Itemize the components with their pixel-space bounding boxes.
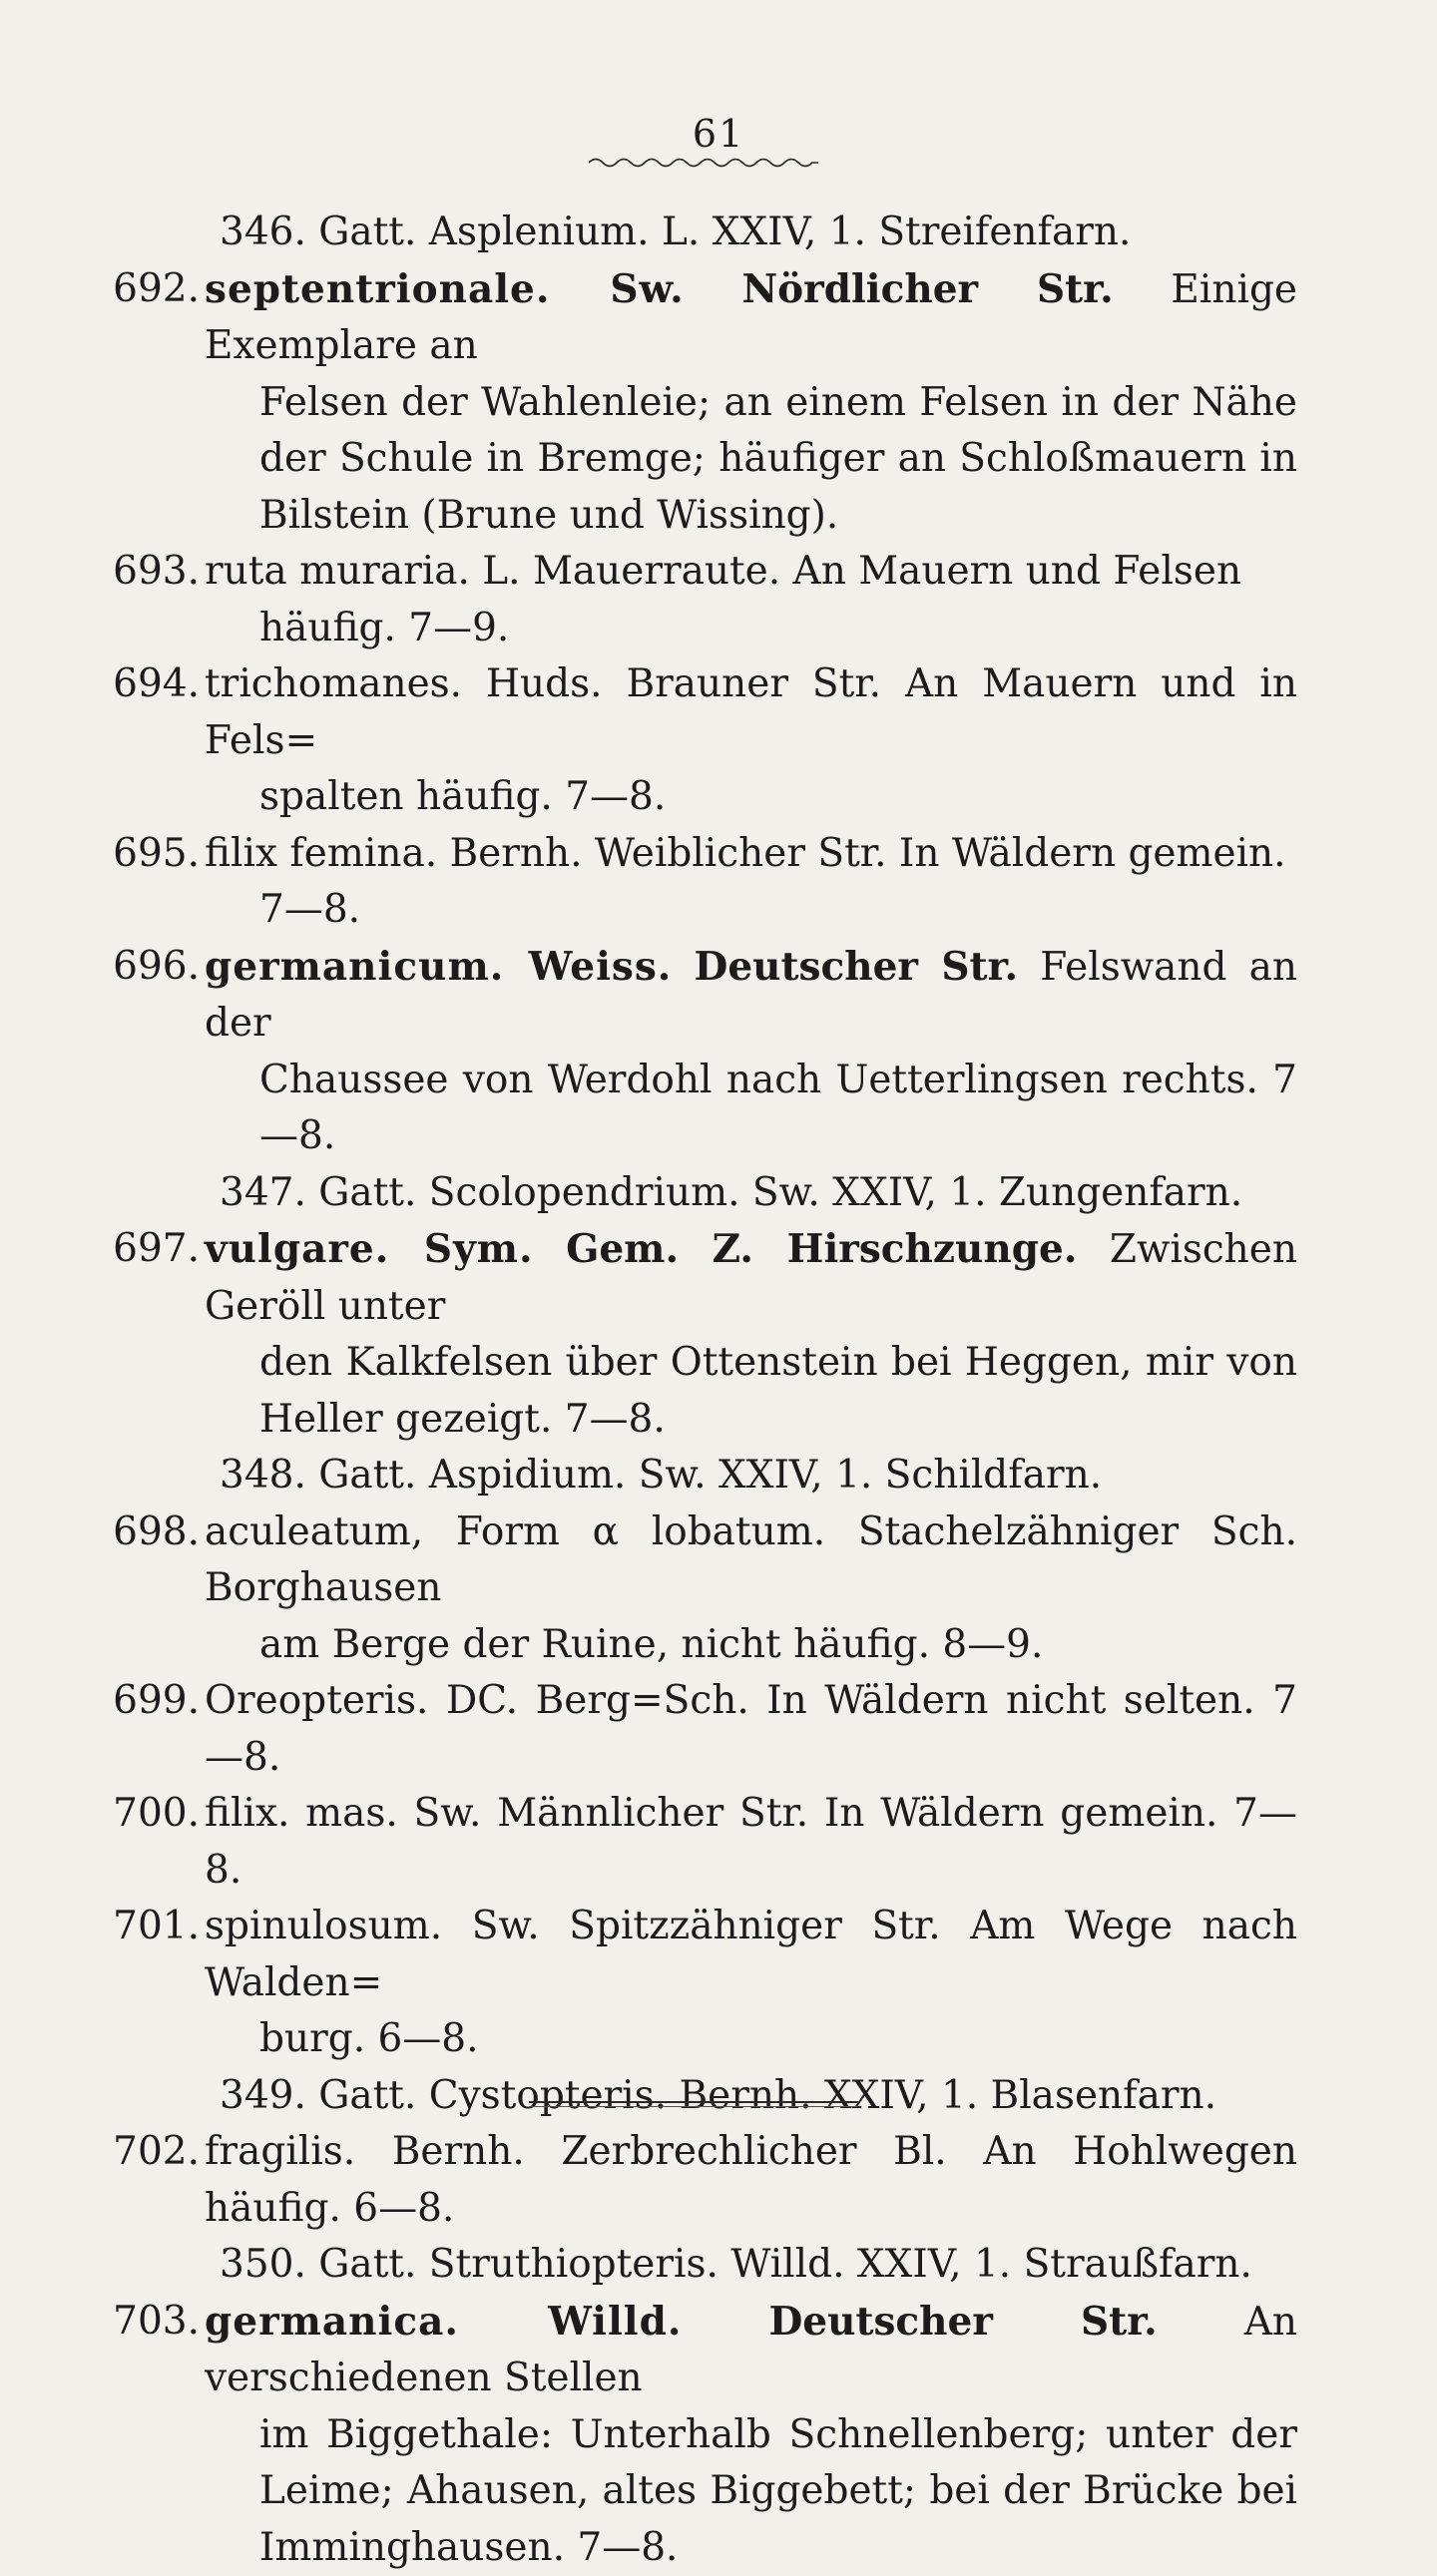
genus-heading: 350. Gatt. Struthiopteris. Willd. XXIV, 1. Straußfarn. — [100, 2237, 1297, 2294]
species-name: aculeatum, Form α lobatum. — [205, 1509, 825, 1554]
entry-number: 702. — [100, 2124, 200, 2181]
common-name: Zerbrechlicher Bl. — [561, 2129, 946, 2174]
habitat-continuation: im Biggethale: Unterhalb Schnellenberg; unter der Leime; Ahausen, altes Biggebett; bei der Brücke bei Imminghausen. 7—8. — [205, 2407, 1297, 2576]
species-name: spinulosum. Sw. — [205, 1904, 540, 1948]
species-name: ruta muraria. L. — [205, 549, 521, 594]
entry-number: 697. — [100, 1221, 200, 1278]
common-name: Stachelzähniger Sch. — [858, 1509, 1297, 1554]
habitat-continuation: spalten häufig. 7—8. — [205, 769, 1297, 826]
habitat-continuation: burg. 6—8. — [205, 2011, 1297, 2068]
end-rule — [529, 2101, 858, 2103]
entry-number: 694. — [100, 656, 200, 713]
entry-number: 699. — [100, 1673, 200, 1730]
common-name: Nördlicher Str. — [741, 266, 1113, 312]
habitat-continuation: Chaussee von Werdohl nach Uetterlingsen rechts. 7—8. — [205, 1053, 1297, 1165]
wavy-rule-ornament — [589, 156, 818, 170]
habitat-text: In Wäldern nicht selten. 7—8. — [205, 1678, 1297, 1780]
species-entry — [100, 939, 1297, 1165]
common-name: Brauner Str. — [626, 661, 881, 706]
habitat-continuation: 7—8. — [205, 882, 1297, 939]
end-rule-lower — [529, 2106, 858, 2107]
habitat-text: Felswand an der — [205, 945, 1297, 1047]
entry-body — [205, 656, 1297, 826]
entry-body — [205, 2124, 1297, 2237]
entry-number: 692. — [100, 261, 200, 318]
species-list — [100, 205, 1297, 2576]
species-entry — [100, 656, 1297, 826]
habitat-text: In Wäldern gemein. 7—8. — [205, 1791, 1297, 1893]
species-name: vulgare. Sym. — [205, 1226, 534, 1272]
species-name: filix femina. Bernh. — [205, 831, 583, 876]
entry-number: 695. — [100, 826, 200, 883]
entry-number: 700. — [100, 1786, 200, 1843]
habitat-text: In Wäldern gemein. — [899, 831, 1286, 876]
habitat-text: An verschiedenen Stellen — [205, 2300, 1297, 2401]
habitat-text: An Mauern und Felsen — [793, 549, 1242, 594]
entry-number: 703. — [100, 2294, 200, 2351]
entry-body — [205, 1504, 1297, 1674]
habitat-continuation: den Kalkfelsen über Ottenstein bei Heggen, mir von Heller gezeigt. 7—8. — [205, 1335, 1297, 1448]
species-name: germanica. Willd. — [205, 2299, 682, 2345]
habitat-continuation: häufig. 7—9. — [205, 601, 1297, 657]
genus-heading: 349. Gatt. Cystopteris. Bernh. XXIV, 1. Blasenfarn. — [100, 2068, 1297, 2125]
genus-heading: 347. Gatt. Scolopendrium. Sw. XXIV, 1. Zungenfarn. — [100, 1165, 1297, 1222]
species-name: fragilis. Bernh. — [205, 2129, 525, 2174]
common-name: Mauerraute. — [533, 549, 780, 594]
species-name: septentrionale. Sw. — [205, 266, 685, 312]
species-entry — [100, 261, 1297, 545]
species-name: Oreopteris. DC. — [205, 1678, 518, 1723]
genus-heading: 348. Gatt. Aspidium. Sw. XXIV, 1. Schildfarn. — [100, 1448, 1297, 1504]
entry-number: 696. — [100, 939, 200, 996]
common-name: Spitzzähniger Str. — [569, 1904, 940, 1948]
page-number: 61 — [0, 112, 1437, 156]
common-name: Männlicher Str. — [497, 1791, 808, 1836]
entry-body — [205, 544, 1297, 656]
species-entry — [100, 1504, 1297, 1674]
entry-body — [205, 826, 1297, 939]
habitat-text: Borghausen — [205, 1565, 441, 1610]
species-name: trichomanes. Huds. — [205, 661, 603, 706]
common-name: Deutscher Str. — [768, 2299, 1157, 2345]
common-name: Berg=Sch. — [536, 1678, 749, 1723]
entry-body — [205, 939, 1297, 1165]
entry-body — [205, 2294, 1297, 2576]
habitat-text: Am Wege nach Walden= — [205, 1904, 1297, 2005]
species-name: germanicum. Weiss. — [205, 944, 672, 990]
entry-body — [205, 1673, 1297, 1786]
common-name: Gem. Z. Hirschzunge. — [566, 1226, 1077, 1272]
entry-number: 698. — [100, 1504, 200, 1561]
species-entry — [100, 1899, 1297, 2068]
species-name: filix. mas. Sw. — [205, 1791, 481, 1836]
species-entry — [100, 2124, 1297, 2237]
entry-number: 701. — [100, 1899, 200, 1955]
entry-number: 693. — [100, 544, 200, 601]
habitat-text: An Mauern und in Fels= — [205, 661, 1297, 763]
entry-body — [205, 1221, 1297, 1448]
common-name: Weiblicher Str. — [595, 831, 887, 876]
species-entry — [100, 1786, 1297, 1899]
genus-heading: 346. Gatt. Asplenium. L. XXIV, 1. Streifenfarn. — [100, 205, 1297, 261]
species-entry — [100, 2294, 1297, 2576]
species-entry — [100, 544, 1297, 656]
entry-body — [205, 261, 1297, 545]
species-entry — [100, 1673, 1297, 1786]
entry-body — [205, 1899, 1297, 2068]
entry-body — [205, 1786, 1297, 1899]
habitat-continuation: Felsen der Wahlenleie; an einem Felsen in der Nähe der Schule in Bremge; häufiger an Schloßmauern in Bilstein (Brune und Wissing). — [205, 375, 1297, 545]
common-name: Deutscher Str. — [695, 944, 1019, 990]
species-entry — [100, 826, 1297, 939]
habitat-text: Einige Exemplare an — [205, 267, 1297, 369]
species-entry — [100, 1221, 1297, 1448]
habitat-continuation: am Berge der Ruine, nicht häufig. 8—9. — [205, 1617, 1297, 1674]
habitat-text: An Hohlwegen häufig. 6—8. — [205, 2129, 1297, 2231]
habitat-text: Zwischen Geröll unter — [205, 1227, 1297, 1329]
